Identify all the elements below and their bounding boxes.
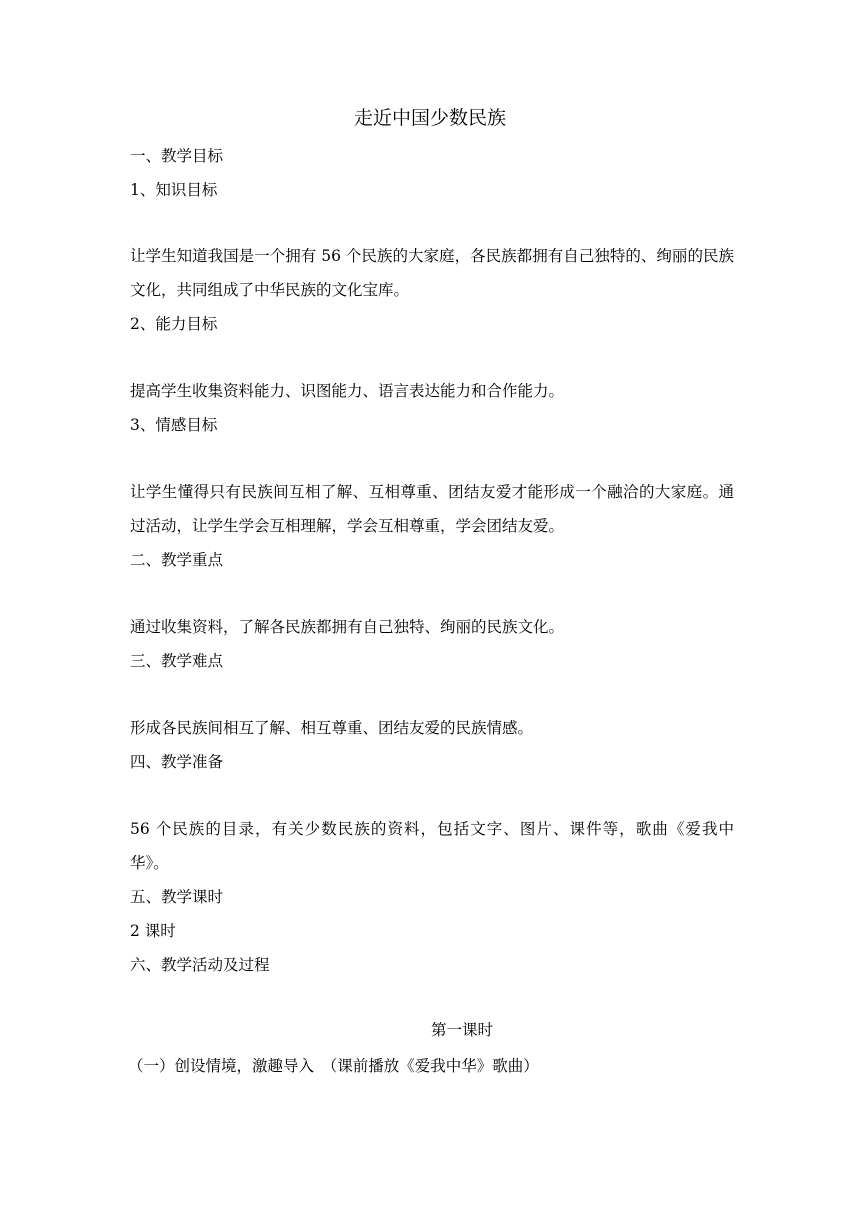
paragraph-preparation: 56 个民族的目录，有关少数民族的资料，包括文字、图片、课件等，歌曲《爱我中华》。 (130, 820, 734, 872)
lesson-one-step-one: （一）创设情境，激趣导入 （课前播放《爱我中华》歌曲） (128, 1057, 539, 1075)
subheading-knowledge-objective: 1、知识目标 (130, 181, 218, 199)
subheading-ability-objective: 2、能力目标 (130, 315, 218, 333)
section-heading-preparation: 四、教学准备 (130, 753, 224, 771)
document-title: 走近中国少数民族 (353, 107, 506, 129)
subheading-emotion-objective: 3、情感目标 (130, 416, 218, 434)
section-heading-key-points: 二、教学重点 (130, 551, 224, 569)
paragraph-difficulties: 形成各民族间相互了解、相互尊重、团结友爱的民族情感。 (130, 719, 534, 737)
section-heading-class-hours: 五、教学课时 (130, 888, 224, 906)
paragraph-emotion-objective: 让学生懂得只有民族间互相了解、互相尊重、团结友爱才能形成一个融洽的大家庭。通过活动，让学生学会互相理解，学会互相尊重，学会团结友爱。 (130, 483, 734, 535)
section-heading-objectives: 一、教学目标 (130, 147, 224, 165)
lesson-one-heading: 第一课时 (430, 1021, 493, 1039)
paragraph-ability-objective: 提高学生收集资料能力、识图能力、语言表达能力和合作能力。 (130, 382, 565, 400)
section-heading-activities: 六、教学活动及过程 (130, 956, 270, 974)
paragraph-knowledge-objective: 让学生知道我国是一个拥有 56 个民族的大家庭，各民族都拥有自己独特的、绚丽的民族文化，共同组成了中华民族的文化宝库。 (130, 247, 734, 299)
paragraph-key-points: 通过收集资料，了解各民族都拥有自己独特、绚丽的民族文化。 (130, 618, 565, 636)
paragraph-class-hours: 2 课时 (130, 922, 176, 940)
section-heading-difficulties: 三、教学难点 (130, 652, 224, 670)
